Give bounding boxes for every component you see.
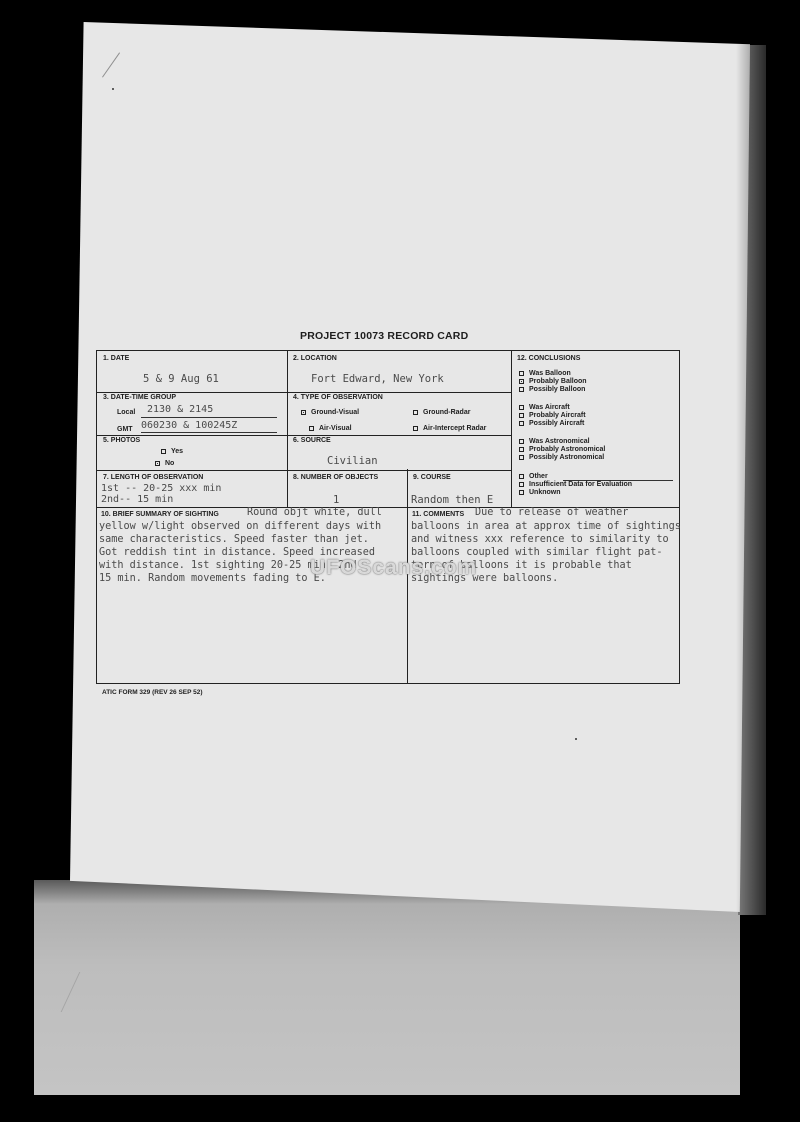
- local-time-value: 2130 & 2145: [147, 404, 214, 415]
- photos-no-option[interactable]: [155, 460, 174, 467]
- photos-label: 5. PHOTOS: [103, 437, 141, 444]
- photos-yes-label: Yes: [171, 448, 184, 455]
- gmt-label: GMT: [117, 426, 133, 433]
- conclusion-label: Was Balloon: [529, 370, 571, 377]
- conclusion-label: Was Astronomical: [529, 438, 590, 445]
- checkbox-icon: [519, 379, 524, 384]
- conclusion-probably-balloon[interactable]: [519, 378, 587, 386]
- length-line-2: 2nd-- 15 min: [101, 494, 174, 505]
- conclusion-label: Possibly Balloon: [529, 386, 586, 393]
- photos-no-label: No: [165, 460, 175, 467]
- form-id: ATIC FORM 329 (REV 26 SEP 52): [102, 689, 203, 696]
- conclusion-possibly-aircraft[interactable]: [519, 420, 584, 428]
- conclusion-probably-astronomical[interactable]: [519, 446, 605, 454]
- conclusion-label: Unknown: [529, 489, 561, 496]
- conclusion-label: Possibly Aircraft: [529, 420, 585, 427]
- brief-summary-line: same characteristics. Speed faster than jet.: [99, 534, 369, 545]
- checkbox-icon: [413, 410, 418, 415]
- checkbox-icon: [155, 461, 160, 466]
- number-of-objects-value: 1: [333, 494, 340, 506]
- source-label: 6. SOURCE: [293, 437, 331, 444]
- conclusion-label: Was Aircraft: [529, 404, 570, 411]
- checkbox-icon: [519, 413, 524, 418]
- conclusion-label: Probably Balloon: [529, 378, 587, 385]
- checkbox-icon: [519, 455, 524, 460]
- checkbox-icon: [519, 421, 524, 426]
- date-time-group-label: 3. DATE-TIME GROUP: [103, 394, 176, 401]
- air-intercept-radar-label: Air-Intercept Radar: [423, 425, 487, 432]
- location-label: 2. LOCATION: [293, 355, 337, 362]
- conclusions-label: 12. CONCLUSIONS: [517, 355, 581, 362]
- conclusion-label: Other: [529, 473, 548, 480]
- date-label: 1. DATE: [103, 355, 130, 362]
- source-value: Civilian: [327, 455, 378, 467]
- comments-line: balloons in area at approx time of sightings: [411, 521, 681, 532]
- checkbox-icon: [413, 426, 418, 431]
- comments-line: and witness xxx reference to similarity to: [411, 534, 669, 545]
- ground-visual-label: Ground-Visual: [311, 409, 360, 416]
- comments-line: tern of balloons it is probable that: [411, 560, 632, 571]
- length-of-observation-label: 7. LENGTH OF OBSERVATION: [103, 474, 204, 481]
- date-value: 5 & 9 Aug 61: [143, 373, 219, 385]
- watermark: UFOScans.com: [310, 556, 478, 579]
- conclusion-was-balloon[interactable]: [519, 370, 571, 378]
- comments-line: sightings were balloons.: [411, 573, 559, 584]
- comments-first-line: Due to release of weather: [475, 507, 629, 518]
- conclusion-possibly-balloon[interactable]: [519, 386, 585, 394]
- gmt-time-value: 060230 & 100245Z: [141, 420, 238, 431]
- checkbox-icon: [519, 387, 524, 392]
- checkbox-icon: [519, 490, 524, 495]
- dust-speck: [112, 88, 114, 90]
- card-title: PROJECT 10073 RECORD CARD: [300, 330, 469, 342]
- conclusion-was-aircraft[interactable]: [519, 404, 570, 412]
- course-value: Random then E: [411, 494, 494, 506]
- checkbox-icon: [519, 405, 524, 410]
- brief-summary-line: Got reddish tint in distance. Speed increased: [99, 547, 376, 558]
- checkbox-icon: [161, 449, 166, 454]
- record-card: [96, 350, 680, 684]
- checkbox-icon: [519, 474, 524, 479]
- comments-label: 11. COMMENTS: [412, 511, 465, 518]
- conclusion-label: Insufficient Data for Evaluation: [529, 481, 633, 488]
- conclusion-other[interactable]: [519, 473, 548, 481]
- course-label: 9. COURSE: [413, 474, 451, 481]
- background-sheet: [34, 880, 740, 1095]
- brief-summary-first-line: Round objt white, dull: [247, 507, 382, 518]
- ground-radar-label: Ground-Radar: [423, 409, 471, 416]
- conclusion-insufficient-data[interactable]: [519, 481, 632, 489]
- number-of-objects-label: 8. NUMBER OF OBJECTS: [293, 474, 379, 481]
- location-value: Fort Edward, New York: [311, 373, 444, 385]
- conclusion-label: Probably Astronomical: [529, 446, 606, 453]
- checkbox-icon: [519, 447, 524, 452]
- conclusion-label: Possibly Astronomical: [529, 454, 605, 461]
- conclusion-label: Probably Aircraft: [529, 412, 586, 419]
- pencil-scribble: [61, 972, 141, 1012]
- checkbox-icon: [301, 410, 306, 415]
- length-line-1: 1st -- 20-25 xxx min: [101, 483, 222, 494]
- checkbox-icon: [519, 439, 524, 444]
- conclusion-was-astronomical[interactable]: [519, 438, 590, 446]
- photos-yes-option[interactable]: [161, 448, 183, 455]
- checkbox-icon: [519, 482, 524, 487]
- brief-summary-line: 15 min. Random movements fading to E.: [99, 573, 326, 584]
- dust-speck: [575, 738, 577, 740]
- conclusion-probably-aircraft[interactable]: [519, 412, 586, 420]
- comments-line: balloons coupled with similar flight pat-: [411, 547, 663, 558]
- checkbox-icon: [309, 426, 314, 431]
- conclusion-unknown[interactable]: [519, 489, 561, 497]
- type-of-observation-label: 4. TYPE OF OBSERVATION: [293, 394, 383, 401]
- checkbox-icon: [519, 371, 524, 376]
- air-visual-label: Air-Visual: [319, 425, 352, 432]
- ground-visual-option[interactable]: [301, 409, 359, 416]
- air-visual-option[interactable]: [309, 425, 352, 432]
- brief-summary-line: yellow w/light observed on different days with: [99, 521, 382, 532]
- brief-summary-label: 10. BRIEF SUMMARY OF SIGHTING: [101, 511, 219, 518]
- brief-summary-line: with distance. 1st sighting 20-25 min. 2nd: [99, 560, 357, 571]
- ground-radar-option[interactable]: [413, 409, 470, 416]
- conclusion-possibly-astronomical[interactable]: [519, 454, 604, 462]
- air-intercept-radar-option[interactable]: [413, 425, 486, 432]
- local-label: Local: [117, 409, 136, 416]
